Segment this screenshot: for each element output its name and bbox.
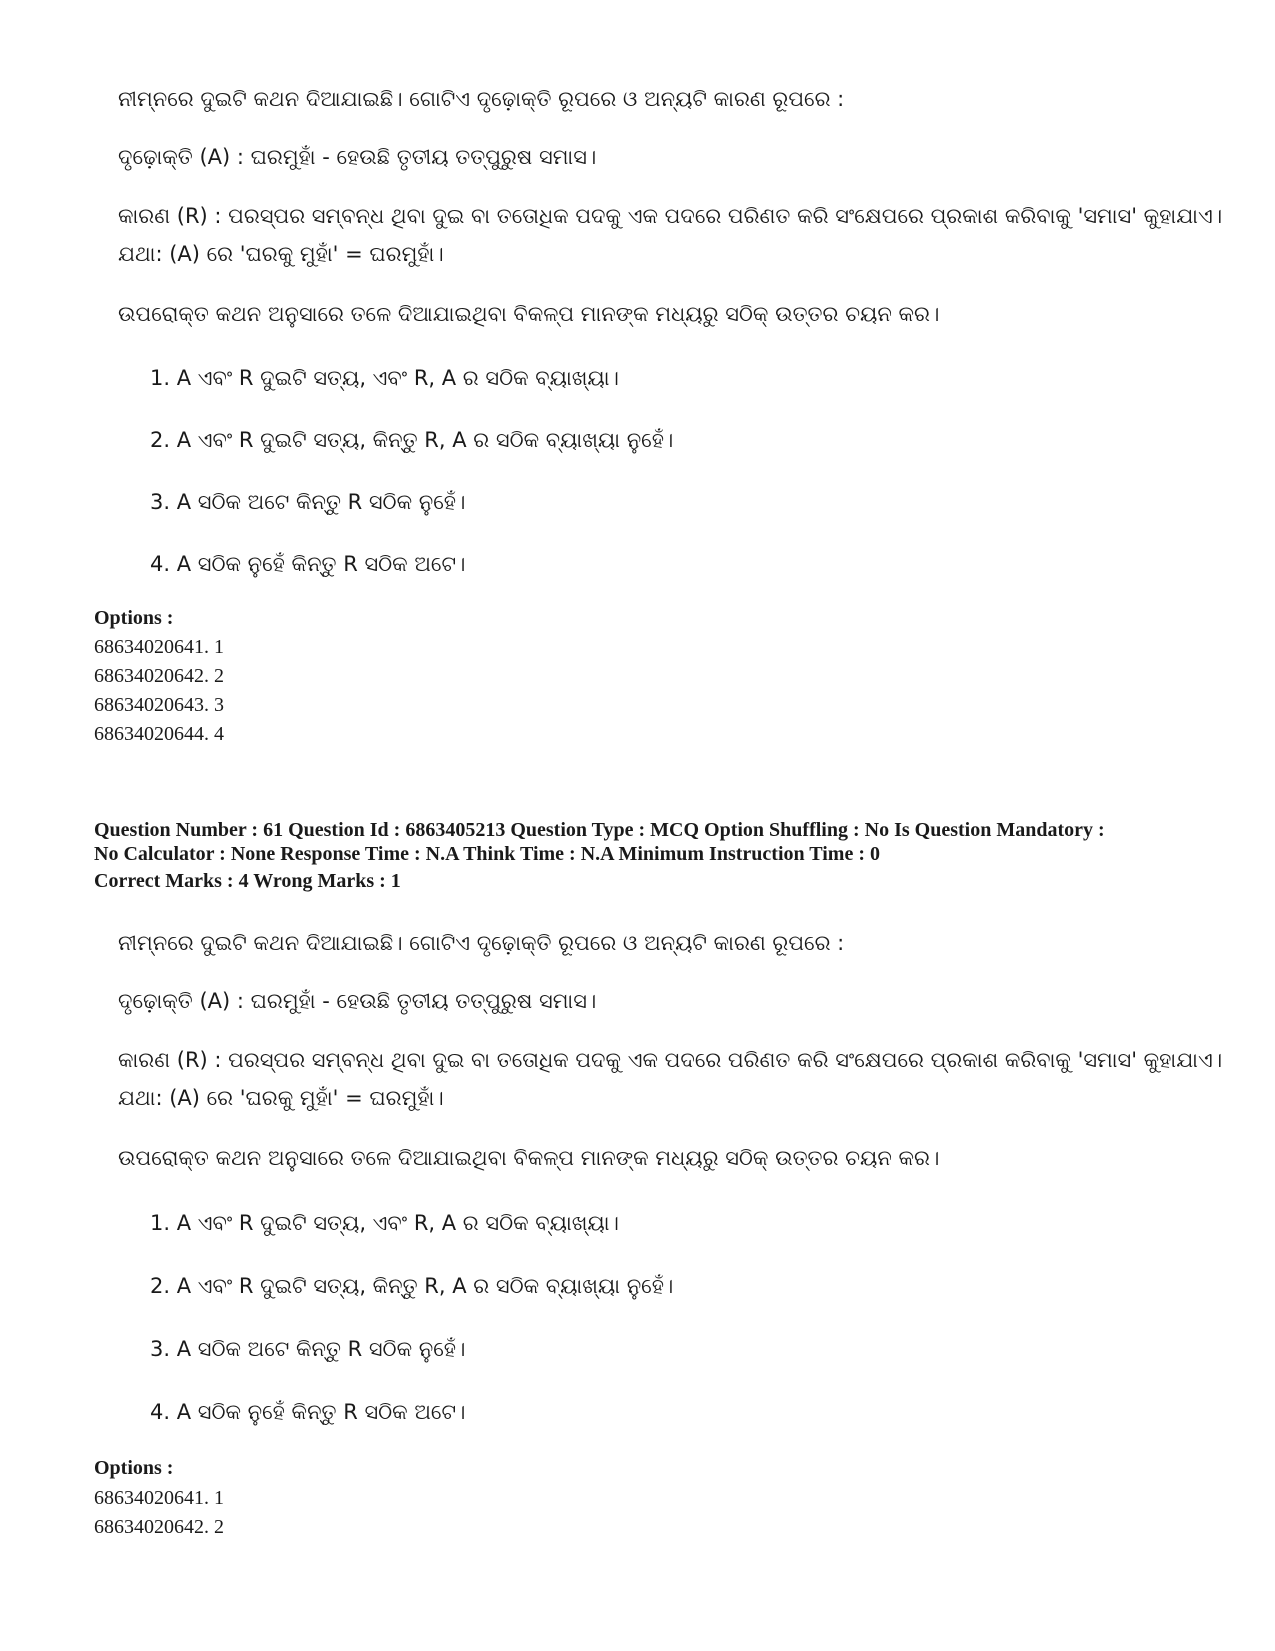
choice-item: 3. A ସଠିକ ଅଟେ କିନ୍ତୁ R ସଠିକ ନୁହେଁ। [150,490,466,514]
assertion-text: ଦୃଢ଼ୋକ୍ତି (A) : ଘରମୁହାଁ - ହେଉଛି ତୃତୀୟ ତତ୍ପୁରୁଷ ସମାସ। [118,989,597,1013]
reason-example: ଯଥା: (A) ରେ 'ଘରକୁ ମୁହାଁ' = ଘରମୁହାଁ। [118,1086,444,1110]
option-item: 68634020644. 4 [94,723,224,745]
choice-item: 2. A ଏବଂ R ଦୁଇଟି ସତ୍ୟ, କିନ୍ତୁ R, A ର ସଠିକ ବ୍ୟାଖ୍ୟା ନୁହେଁ। [150,1274,674,1298]
option-item: 68634020641. 1 [94,636,224,658]
reason-example: ଯଥା: (A) ରେ 'ଘରକୁ ମୁହାଁ' = ଘରମୁହାଁ। [118,242,444,266]
option-item: 68634020642. 2 [94,665,224,687]
choice-item: 4. A ସଠିକ ନୁହେଁ କିନ୍ତୁ R ସଠିକ ଅଟେ। [150,1400,466,1424]
choice-item: 3. A ସଠିକ ଅଟେ କିନ୍ତୁ R ସଠିକ ନୁହେଁ। [150,1337,466,1361]
question-intro: ନୀମ୍ନରେ ଦୁଇଟି କଥନ ଦିଆଯାଇଛି। ଗୋଟିଏ ଦୃଢ଼ୋକ୍ତି ରୂପରେ ଓ ଅନ୍ୟଟି କାରଣ ରୂପରେ : [118,931,845,955]
options-label: Options : [94,607,174,629]
question-instruction: ଉପରୋକ୍ତ କଥନ ଅନୁସାରେ ତଳେ ଦିଆଯାଇଥିବା ବିକଳ୍ପ ମାନଙ୍କ ମଧ୍ୟରୁ ସଠିକ୍ ଉତ୍ତର ଚୟନ କର। [118,1146,940,1170]
choice-item: 4. A ସଠିକ ନୁହେଁ କିନ୍ତୁ R ସଠିକ ଅଟେ। [150,552,466,576]
meta-line: No Calculator : None Response Time : N.A Think Time : N.A Minimum Instruction Time : 0 [94,843,880,865]
reason-text: କାରଣ (R) : ପରସ୍ପର ସମ୍ବନ୍ଧ ଥିବା ଦୁଇ ବା ତତୋଧିକ ପଦକୁ ଏକ ପଦରେ ପରିଣତ କରି ସଂକ୍ଷେପରେ ପ୍ରକାଶ କରିବାକୁ 'ସମାସ' କୁହାଯାଏ। [118,204,1223,228]
choice-item: 2. A ଏବଂ R ଦୁଇଟି ସତ୍ୟ, କିନ୍ତୁ R, A ର ସଠିକ ବ୍ୟାଖ୍ୟା ନୁହେଁ। [150,428,674,452]
question-instruction: ଉପରୋକ୍ତ କଥନ ଅନୁସାରେ ତଳେ ଦିଆଯାଇଥିବା ବିକଳ୍ପ ମାନଙ୍କ ମଧ୍ୟରୁ ସଠିକ୍ ଉତ୍ତର ଚୟନ କର। [118,302,940,326]
reason-text: କାରଣ (R) : ପରସ୍ପର ସମ୍ବନ୍ଧ ଥିବା ଦୁଇ ବା ତତୋଧିକ ପଦକୁ ଏକ ପଦରେ ପରିଣତ କରି ସଂକ୍ଷେପରେ ପ୍ରକାଶ କରିବାକୁ 'ସମାସ' କୁହାଯାଏ। [118,1048,1223,1072]
assertion-text: ଦୃଢ଼ୋକ୍ତି (A) : ଘରମୁହାଁ - ହେଉଛି ତୃତୀୟ ତତ୍ପୁରୁଷ ସମାସ। [118,145,597,169]
option-item: 68634020641. 1 [94,1487,224,1509]
choice-item: 1. A ଏବଂ R ଦୁଇଟି ସତ୍ୟ, ଏବଂ R, A ର ସଠିକ ବ୍ୟାଖ୍ୟା। [150,366,619,390]
question-intro: ନୀମ୍ନରେ ଦୁଇଟି କଥନ ଦିଆଯାଇଛି। ଗୋଟିଏ ଦୃଢ଼ୋକ୍ତି ରୂପରେ ଓ ଅନ୍ୟଟି କାରଣ ରୂପରେ : [118,87,845,111]
meta-line: Question Number : 61 Question Id : 6863405213 Question Type : MCQ Option Shuffling : No Is Question Mandatory : [94,819,1105,841]
options-label: Options : [94,1457,174,1479]
option-item: 68634020643. 3 [94,694,224,716]
marks-line: Correct Marks : 4 Wrong Marks : 1 [94,870,401,892]
option-item: 68634020642. 2 [94,1516,224,1538]
choice-item: 1. A ଏବଂ R ଦୁଇଟି ସତ୍ୟ, ଏବଂ R, A ର ସଠିକ ବ୍ୟାଖ୍ୟା। [150,1211,619,1235]
